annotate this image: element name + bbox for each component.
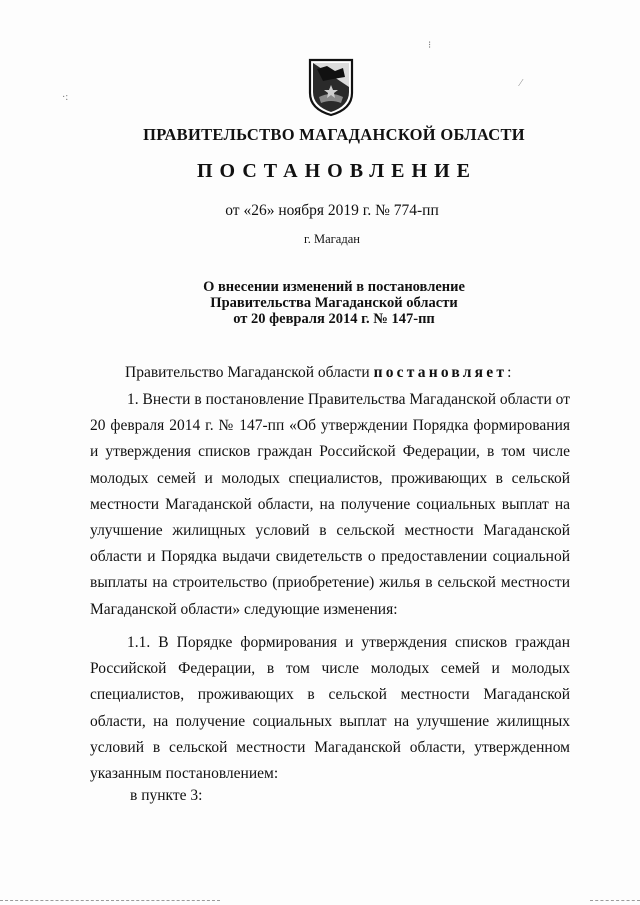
enacting-text: Правительство Магаданской области	[125, 364, 370, 381]
city: г. Магадан	[304, 232, 360, 246]
point-reference: в пункте 3:	[130, 787, 203, 804]
scan-speck: ⁝	[428, 40, 432, 51]
enacting-word: постановляет	[373, 364, 508, 381]
subject-line: Правительства Магаданской области	[210, 295, 458, 311]
scan-speck: ·:	[62, 92, 69, 103]
enacting-clause	[125, 360, 565, 386]
authority-title: ПРАВИТЕЛЬСТВО МАГАДАНСКОЙ ОБЛАСТИ	[143, 125, 525, 144]
paragraph-1	[90, 387, 570, 623]
document-type: ПОСТАНОВЛЕНИЕ	[197, 160, 477, 182]
paragraph-1-text: 1. Внести в постановление Правительства Магаданской области от 20 февраля 2014 г. № 147-пп «Об утверждении Порядка формирования и утверждения списков граждан Российской Федерации, в том числе молодых семей и молодых специалистов, проживающих в сельской местности Магаданской области, на получение социальных выплат на улучшение жилищных условий в сельской местности Магаданской области и Порядка выдачи свидетельств о предоставлении социальной выплаты на строительство (приобретение) жилья в сельской местности Магаданской области» следующие изменения:	[90, 391, 570, 618]
subject-line: от 20 февраля 2014 г. № 147-пп	[233, 311, 435, 327]
document-subject	[0, 279, 640, 327]
subject-line: О внесении изменений в постановление	[203, 279, 465, 295]
scan-speck: ⁄	[520, 78, 522, 89]
enacting-colon: :	[507, 364, 512, 381]
bottom-edge-rule	[0, 900, 220, 901]
paragraph-1-1	[90, 630, 570, 787]
date-and-number: от «26» ноября 2019 г. № 774-пп	[225, 202, 439, 219]
bottom-edge-rule	[590, 900, 640, 901]
paragraph-1-1-text: 1.1. В Порядке формирования и утверждения списков граждан Российской Федерации, в том числе молодых семей и молодых специалистов, проживающих в сельской местности Магаданской области, на получение социальных выплат на улучшение жилищных условий в сельской местности Магаданской области, утвержденном указанным постановлением:	[90, 634, 570, 783]
coat-of-arms-icon	[307, 57, 355, 117]
